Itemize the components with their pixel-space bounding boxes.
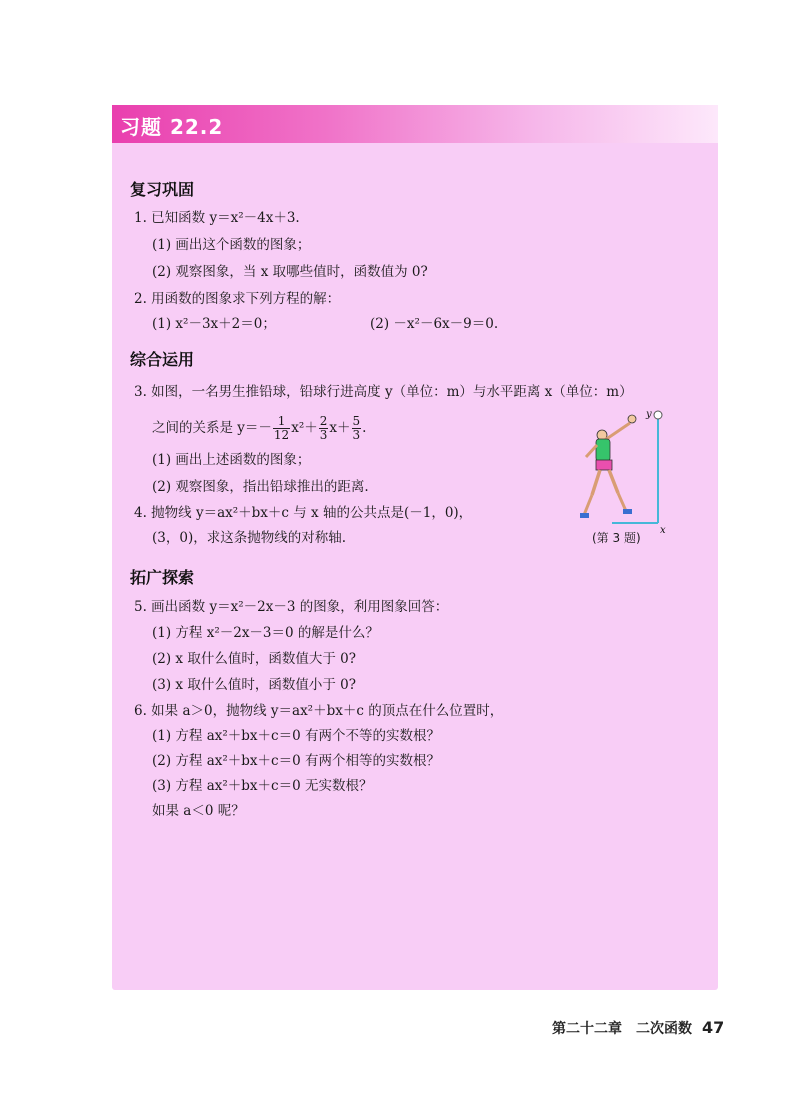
section-review: 复习巩固 (130, 180, 195, 199)
q1-stem: 1. 已知函数 y＝x²－4x＋3. (134, 210, 300, 226)
shot-put-figure (572, 405, 692, 535)
q5-stem: 5. 画出函数 y＝x²－2x－3 的图象，利用图象回答： (134, 599, 449, 615)
q2-part2: (2) －x²－6x－9＝0. (370, 316, 499, 332)
q3-stem: 3. 如图，一名男生推铅球，铅球行进高度 y（单位：m）与水平距离 x（单位：m） (134, 384, 633, 400)
q6-part2: (2) 方程 ax²＋bx＋c＝0 有两个相等的实数根？ (152, 753, 440, 769)
q3-end: . (362, 420, 367, 436)
exercise-header (112, 105, 718, 143)
q3-part1: (1) 画出上述函数的图象； (152, 452, 311, 468)
page-number: 47 (702, 1018, 725, 1037)
q4-line1: 4. 抛物线 y＝ax²＋bx＋c 与 x 轴的公共点是(－1，0)， (134, 505, 473, 521)
axis-y-label: y (646, 409, 652, 420)
figure-caption: (第 3 题) (592, 531, 641, 545)
q3-mid2: x＋ (329, 420, 351, 436)
q2-stem: 2. 用函数的图象求下列方程的解： (134, 291, 341, 307)
q2-part1: (1) x²－3x＋2＝0； (152, 316, 276, 332)
q3-part2: (2) 观察图象，指出铅球推出的距离. (152, 479, 369, 495)
chapter-title: 第二十二章 二次函数 (552, 1021, 692, 1037)
fraction-2-3: $\frac{2}{3}$ (319, 414, 328, 442)
q6-stem: 6. 如果 a＞0，抛物线 y＝ax²＋bx＋c 的顶点在什么位置时， (134, 703, 504, 719)
q3-mid1: x²＋ (291, 420, 318, 436)
q1-part2: (2) 观察图象，当 x 取哪些值时，函数值为 0? (152, 264, 428, 280)
q3-relation (152, 411, 366, 445)
q1-part1: (1) 画出这个函数的图象； (152, 237, 311, 253)
q5-part3: (3) x 取什么值时，函数值小于 0? (152, 677, 356, 693)
page-footer (552, 1018, 724, 1038)
section-comprehensive: 综合运用 (130, 350, 195, 369)
q5-part1: (1) 方程 x²－2x－3＝0 的解是什么？ (152, 625, 379, 641)
q4-line2: (3，0)，求这条抛物线的对称轴. (152, 530, 347, 546)
fraction-5-3: $\frac{5}{3}$ (352, 414, 361, 442)
exercise-title: 习题 22.2 (120, 115, 224, 139)
q3-relation-prefix: 之间的关系是 y＝－ (152, 420, 272, 436)
q6-part3: (3) 方程 ax²＋bx＋c＝0 无实数根？ (152, 778, 373, 794)
axis-x-label: x (660, 525, 666, 535)
section-explore: 拓广探索 (130, 568, 195, 587)
q6-part4: 如果 a＜0 呢？ (152, 803, 245, 819)
fraction-1-12: $\frac{1}{12}$ (273, 414, 290, 442)
exercise-panel (112, 105, 718, 990)
q5-part2: (2) x 取什么值时，函数值大于 0? (152, 651, 356, 667)
q6-part1: (1) 方程 ax²＋bx＋c＝0 有两个不等的实数根？ (152, 728, 440, 744)
